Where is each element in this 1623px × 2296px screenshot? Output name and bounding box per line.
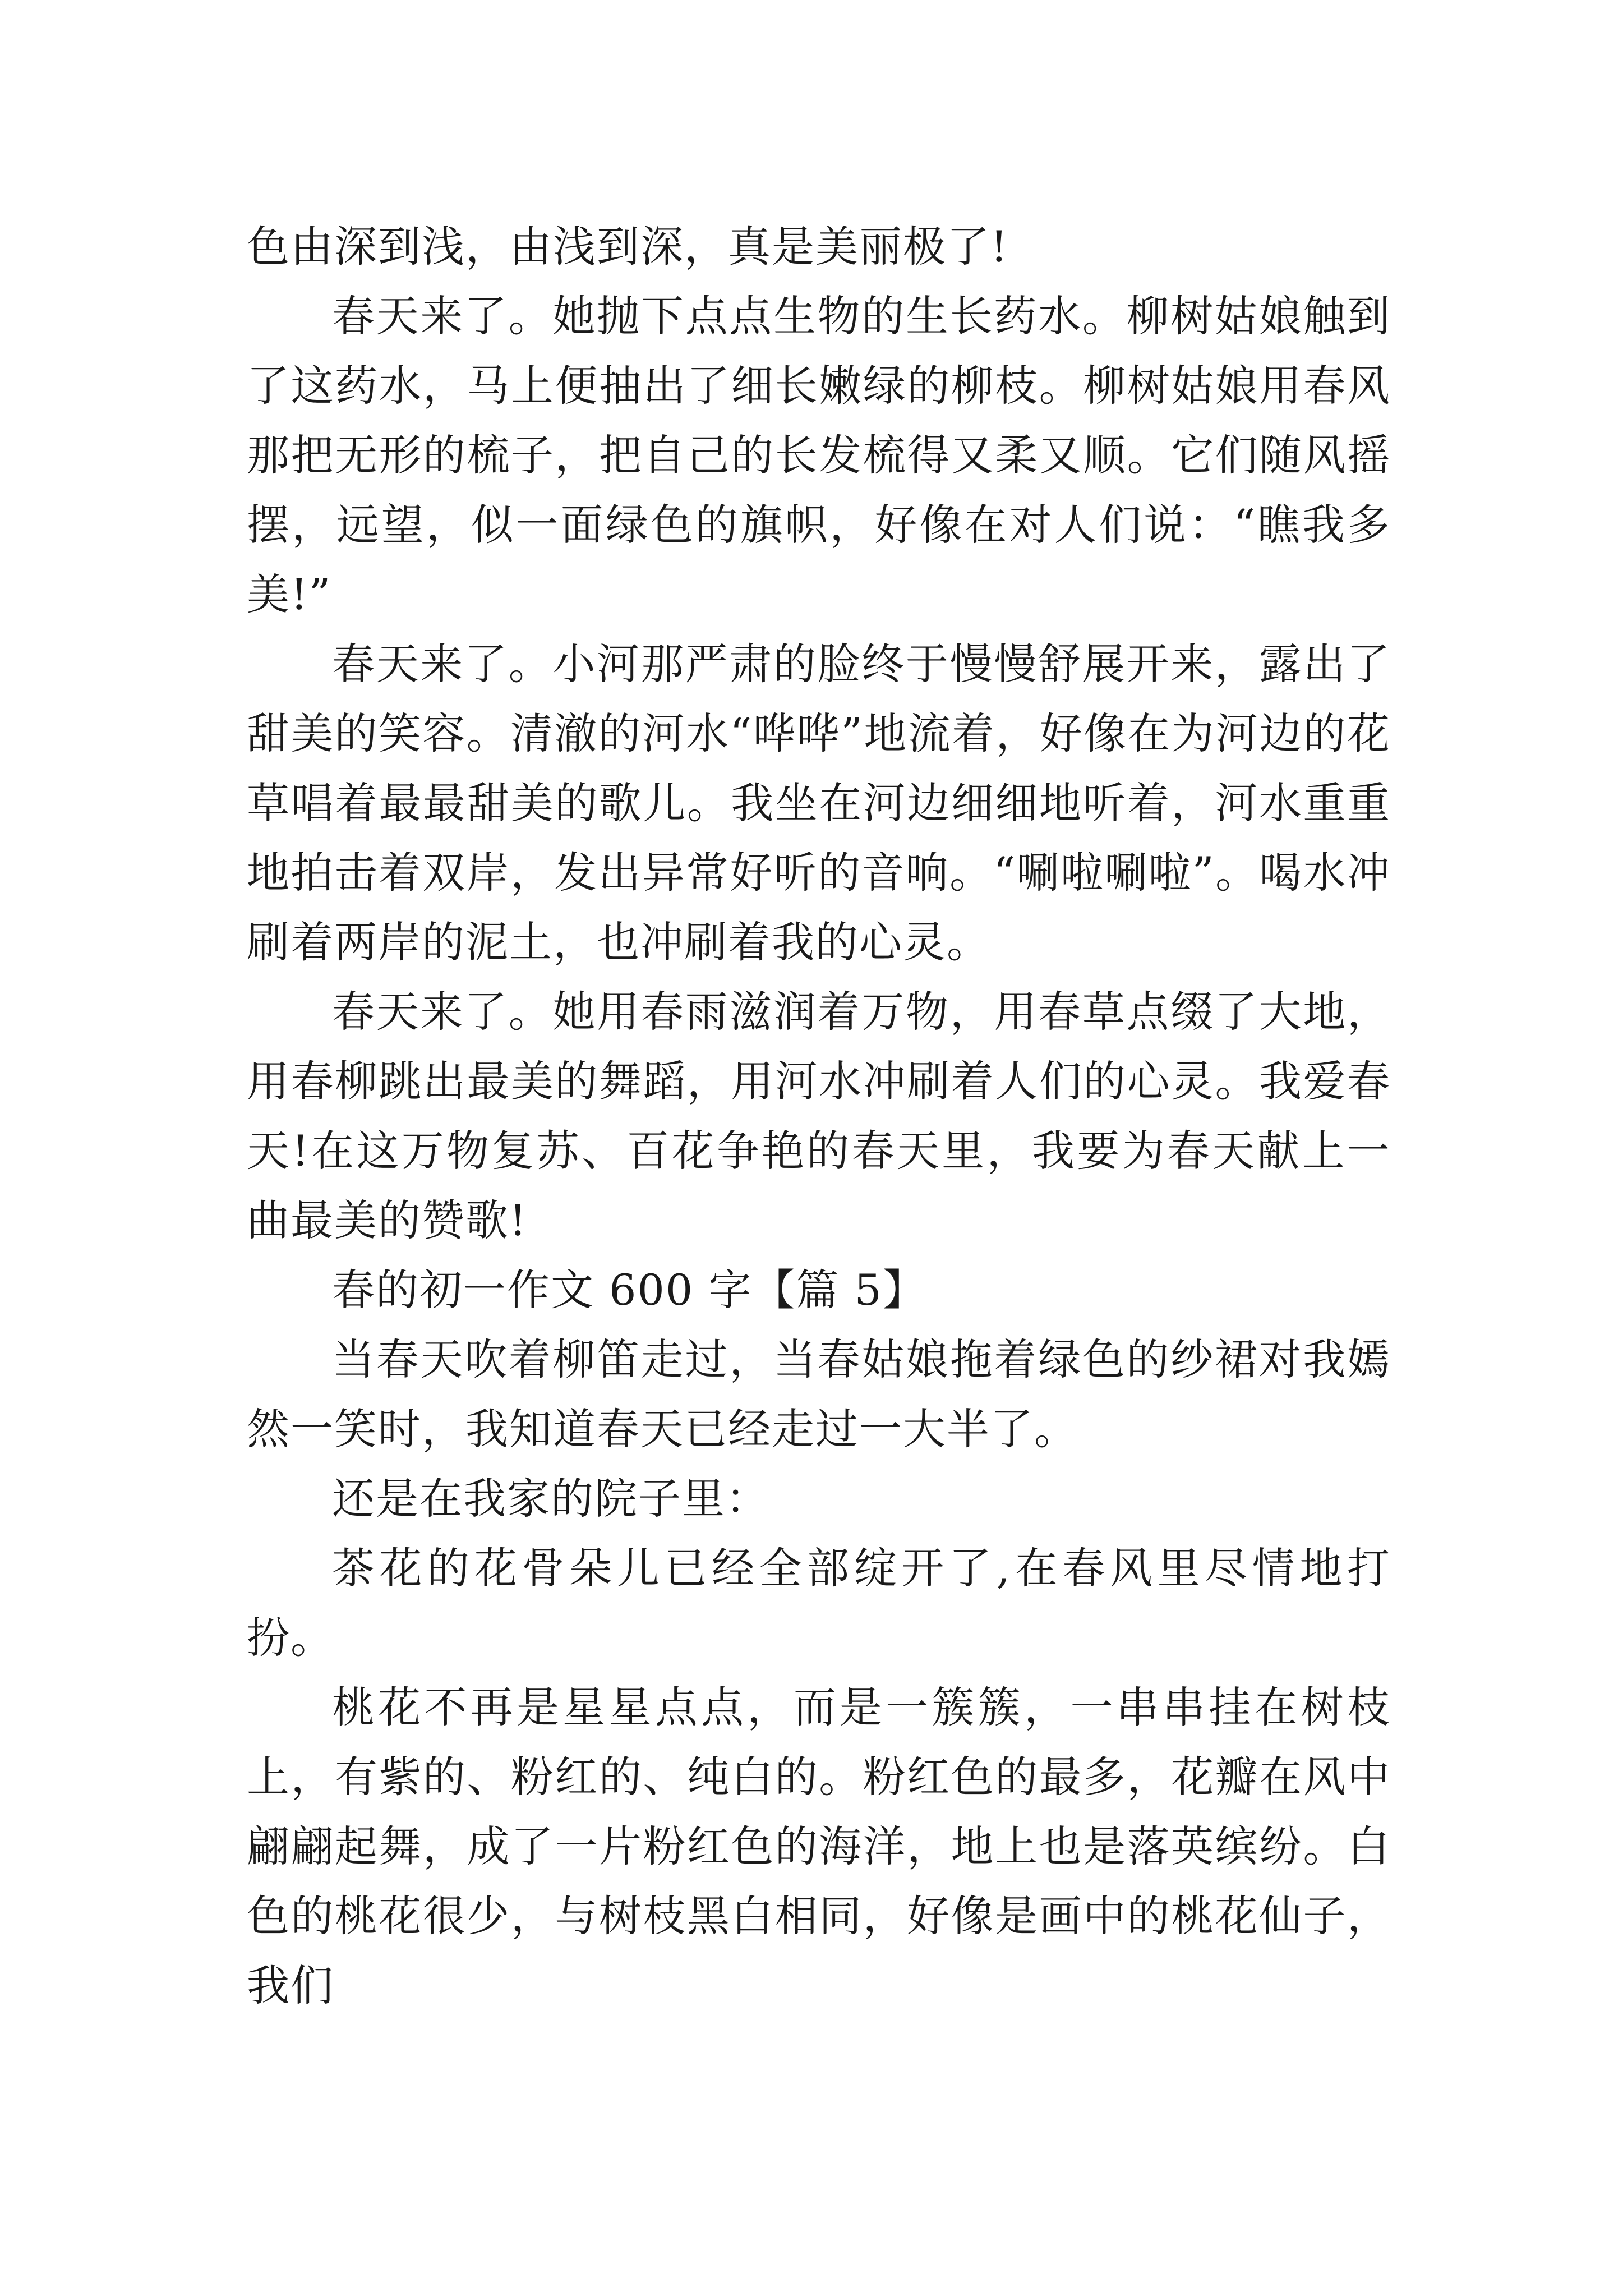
paragraph: 当春天吹着柳笛走过，当春姑娘拖着绿色的纱裙对我嫣然一笑时，我知道春天已经走过一大半了。	[247, 1335, 1391, 1454]
paragraph: 色由深到浅，由浅到深，真是美丽极了!	[247, 222, 1009, 272]
paragraph: 茶花的花骨朵儿已经全部绽开了,在春风里尽情地打扮。	[247, 1543, 1391, 1663]
paragraph: 春天来了。小河那严肃的脸终于慢慢舒展开来，露出了甜美的笑容。清澈的河水“哗哗”地流着，好像在为河边的花草唱着最最甜美的歌儿。我坐在河边细细地听着，河水重重地拍击着双岸，发出异常好听的音响。“唰啦唰啦”。喝水冲刷着两岸的泥土，也冲刷着我的心灵。	[247, 639, 1391, 967]
paragraph: 桃花不再是星星点点，而是一簇簇，一串串挂在树枝上，有紫的、粉红的、纯白的。粉红色的最多，花瓣在风中翩翩起舞，成了一片粉红色的海洋，地上也是落英缤纷。白色的桃花很少，与树枝黑白相同，好像是画中的桃花仙子，我们	[247, 1682, 1391, 2010]
paragraph: 还是在我家的院子里：	[332, 1474, 769, 1524]
section-heading: 春的初一作文 600 字【篇 5】	[332, 1265, 926, 1315]
paragraph: 春天来了。她用春雨滋润着万物，用春草点缀了大地，用春柳跳出最美的舞蹈，用河水冲刷着人们的心灵。我爱春天!在这万物复苏、百花争艳的春天里，我要为春天献上一曲最美的赞歌!	[247, 987, 1391, 1245]
text-column	[247, 212, 1391, 2021]
paragraph: 春天来了。她抛下点点生物的生长药水。柳树姑娘触到了这药水，马上便抽出了细长嫩绿的柳枝。柳树姑娘用春风那把无形的梳子，把自己的长发梳得又柔又顺。它们随风摇摆，远望，似一面绿色的旗帜，好像在对人们说：“瞧我多美!”	[247, 291, 1391, 619]
